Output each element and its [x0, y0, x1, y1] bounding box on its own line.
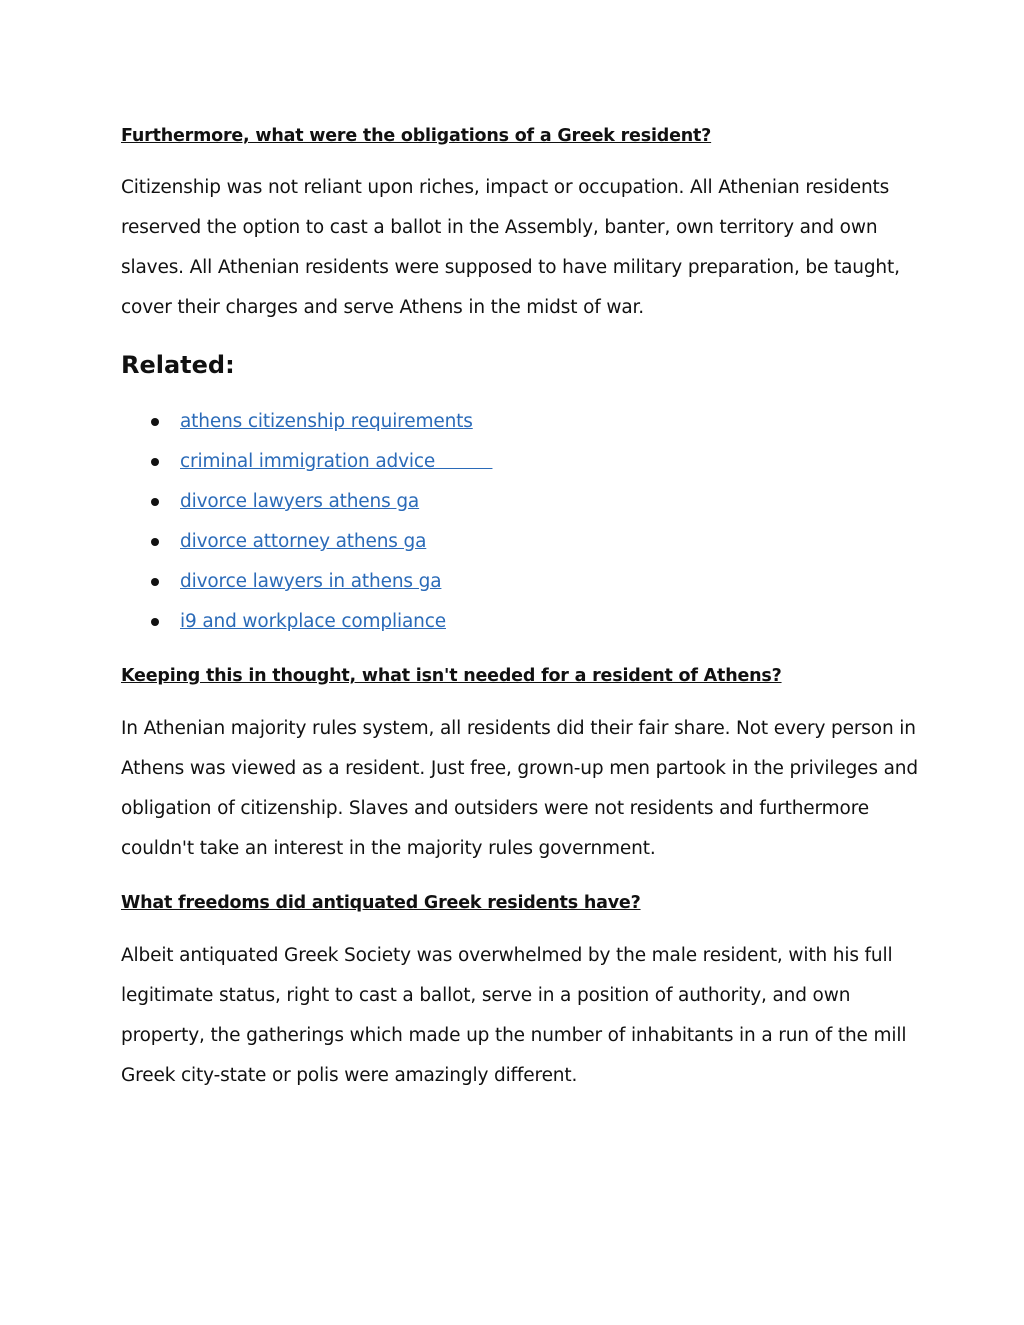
list-item	[121, 482, 492, 522]
list-item	[121, 562, 492, 602]
list-item	[121, 522, 492, 562]
paragraph-majority-rules	[121, 709, 918, 869]
paragraph-line: property, the gatherings which made up the number of inhabitants in a run of the mill	[121, 1025, 907, 1047]
related-link-divorce-lawyers-in-athens-ga[interactable]: divorce lawyers in athens ga	[180, 571, 442, 592]
list-item	[121, 442, 492, 482]
related-link-athens-citizenship-requirements[interactable]: athens citizenship requirements	[180, 411, 473, 432]
bullet-icon	[151, 418, 159, 426]
bullet-icon	[151, 578, 159, 586]
related-link-divorce-attorney-athens-ga[interactable]: divorce attorney athens ga	[180, 531, 427, 552]
list-item	[121, 402, 492, 442]
paragraph-citizenship	[121, 168, 911, 328]
related-link-criminal-immigration-advice[interactable]: criminal immigration advice	[180, 451, 493, 472]
paragraph-line: legitimate status, right to cast a ballot, serve in a position of authority, and own	[121, 985, 851, 1007]
section-heading-obligations: Furthermore, what were the obligations of a Greek resident?	[121, 126, 712, 146]
bullet-icon	[151, 458, 159, 466]
paragraph-line: In Athenian majority rules system, all residents did their fair share. Not every person in	[121, 718, 916, 739]
related-link-i9-workplace-compliance[interactable]: i9 and workplace compliance	[180, 611, 446, 632]
paragraph-line: Greek city-state or polis were amazingly different.	[121, 1065, 578, 1087]
bullet-icon	[151, 618, 159, 626]
paragraph-line: cover their charges and serve Athens in the midst of war.	[121, 297, 644, 319]
paragraph-line: Albeit antiquated Greek Society was overwhelmed by the male resident, with his full	[121, 945, 893, 966]
related-links-list	[121, 402, 492, 642]
paragraph-line: obligation of citizenship. Slaves and outsiders were not residents and furthermore	[121, 798, 869, 820]
paragraph-line: slaves. All Athenian residents were supposed to have military preparation, be taught,	[121, 257, 900, 279]
paragraph-greek-society	[121, 936, 911, 1096]
related-link-divorce-lawyers-athens-ga[interactable]: divorce lawyers athens ga	[180, 491, 420, 512]
bullet-icon	[151, 538, 159, 546]
section-heading-not-needed: Keeping this in thought, what isn't needed for a resident of Athens?	[121, 666, 782, 686]
paragraph-line: couldn't take an interest in the majority rules government.	[121, 838, 656, 860]
bullet-icon	[151, 498, 159, 506]
paragraph-line: reserved the option to cast a ballot in the Assembly, banter, own territory and own	[121, 217, 878, 239]
paragraph-line: Athens was viewed as a resident. Just free, grown-up men partook in the privileges and	[121, 758, 918, 780]
paragraph-line: Citizenship was not reliant upon riches, impact or occupation. All Athenian residents	[121, 177, 890, 198]
related-heading: Related:	[121, 351, 235, 379]
section-heading-freedoms: What freedoms did antiquated Greek residents have?	[121, 893, 641, 913]
list-item	[121, 602, 492, 642]
